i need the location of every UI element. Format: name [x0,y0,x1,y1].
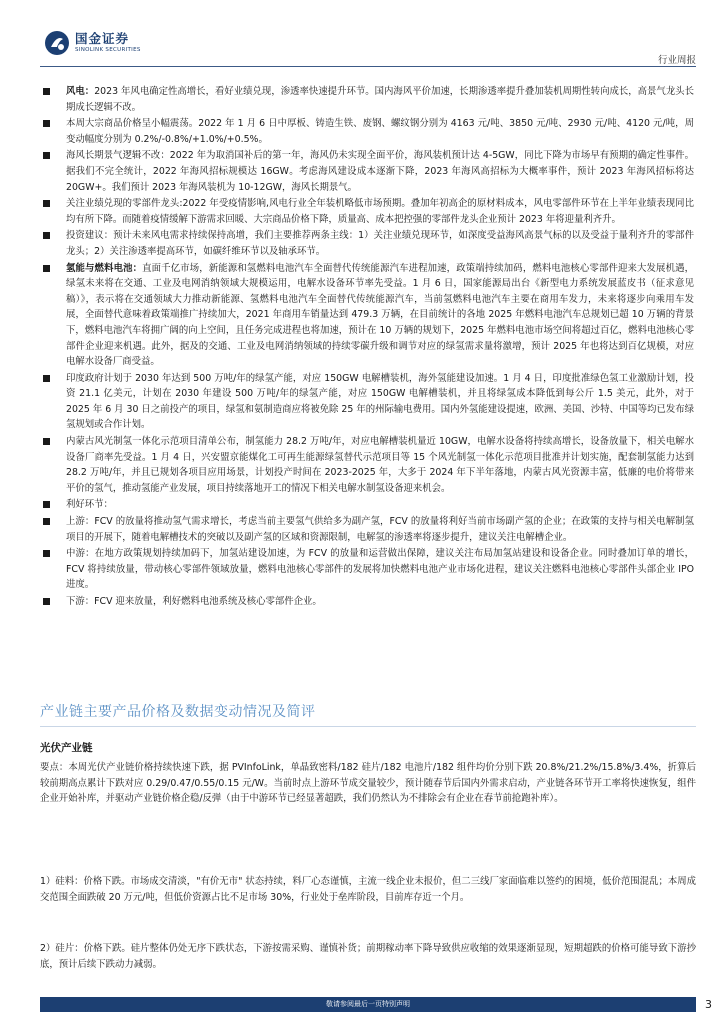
bullet-item [62,261,694,370]
bullet-text: 直面千亿市场，新能源和氢燃料电池汽车全面替代传统能源汽车进程加速，政策端持续加码，燃料电池核心零部件迎来大发展机遇，绿氢未来将在交通、工业及电网消纳领域大规模运用，电解水设备环节率先受益。1 月 6 日，国家能源局出台《新型电力系统发展蓝皮书（征求意见稿）》，表示将在交通领域大力推动新能源、氢燃料电池汽车全面替代传统能源汽车，当前氢燃料电池汽车主要在商用车发力，未来将逐步向乘用车发展，全面替代意味着政策端推广持续加大，2021 年商用车销量达到 479.3 万辆，在目前统计的各地 2025 年燃料电池汽车总规划已超 10 万辆的背景下，燃料电池汽车将拥广阔的向上空间，且任务完成进程也将加速，预计在 10 万辆的规划下，2025 年燃料电池市场空间将超过百亿，燃料电池核心零部件企业迎来机遇。此外，据及的交通、工业及电网消纳领域的持续零碳升级和调节对应的绿氢需求量将激增，预计 2025 年也将达到百亿规模，对应电解水设备厂商受益。 [66,262,694,368]
bullet-item [62,514,694,545]
bullet-square-icon [43,438,50,445]
bullet-square-icon [43,518,50,525]
sub-title: 光伏产业链 [40,742,93,754]
bullet-square-icon [43,375,50,382]
logo-icon [44,30,70,56]
bullet-text: 本周大宗商品价格呈小幅震荡。2022 年 1 月 6 日中厚板、铸造生铁、废钢、螺纹钢分别为 4163 元/吨、3850 元/吨、2930 元/吨、4120 元/吨，周变动幅度分别为 0.2%/-0.8%/+1.0%/+0.5%。 [66,118,694,145]
bullet-item [62,497,694,513]
bullet-item [62,371,694,433]
bullet-square-icon [43,598,50,605]
bullet-square-icon [43,265,50,272]
bullet-text: 海风长期景气逻辑不改：2022 年为取消国补后的第一年，海风仍未实现全面平价，海风装机预计达 4-5GW，同比下降为市场早有预期的确定性事件。据我们不完全统计，2022 年海风招标规模达 16GW。考虑海风建设成本逐渐下降，2023 年海风高招标为大概率事件，预计 2023 年海风招标将达 20GW+。我们预计 2023 年海风装机为 10-12GW，海风长期景气。 [66,150,694,193]
bullet-item [62,228,694,259]
section-title: 产业链主要产品价格及数据变动情况及简评 [40,704,316,720]
bullet-square-icon [43,120,50,127]
bullet-text: 利好环节： [66,499,113,511]
bullet-text: 中游：在地方政策规划持续加码下，加氢站建设加速，为 FCV 的放量和运营做出保障，建议关注布局加氢站建设和设备企业。同时叠加订单的增长，FCV 将持续放量，带动核心零部件领域放量，燃料电池核心零部件的发展将加快燃料电池产业市场化进程，建议关注燃料电池核心零部件头部企业 IPO 进度。 [66,548,694,591]
bullet-text: 关注业绩兑现的零部件龙头:2022 年受疫情影响,风电行业全年装机略低市场预期。叠加年初高企的原材料成本，风电零部件环节在上半年业绩表现同比均有所下降。而随着疫情缓解下游需求回暖、大宗商品价格下降，质量高、成本把控强的零部件龙头企业预计 2023 年将迎量利齐升。 [66,198,694,225]
bullet-square-icon [43,88,50,95]
bullet-text: 2023 年风电确定性高增长，看好业绩兑现，渗透率快速提升环节。国内海风平价加速，长期渗透率提升叠加装机周期性转向成长，高景气龙头长期成长逻辑不改。 [66,86,694,113]
bullet-item [62,434,694,496]
logo-cn: 国金证券 [75,31,130,46]
bullet-item [62,148,694,195]
paragraph: 1）硅料：价格下跌。市场成交清淡，"有价无市" 状态持续，料厂心态谨慎，主流一线企业未报价，但二三线厂家面临难以签约的困境，低价范围混乱；本周成交范围全面跌破 20 万元/吨，但低价资源占比不足市场 30%，行业处于垒库阶段，目前库存近一个月。 [40,876,696,903]
bullet-square-icon [43,501,50,508]
header-divider [40,66,696,67]
bullet-item [62,84,694,115]
bullet-item [62,594,694,610]
bullet-square-icon [43,152,50,159]
bullet-item [62,196,694,227]
bullet-text: 印度政府计划于 2030 年达到 500 万吨/年的绿氢产能，对应 150GW 电解槽装机，海外氢能建设加速。1 月 4 日，印度批准绿色氢工业激励计划，投资 21.1 亿美元，计划在 2030 年建设 500 万吨/年的绿氢产能，对应 150GW 电解槽装机，并且将绿氢成本降低到每公斤 1.5 美元，此外，对于 2025 年 6 月 30 日之前投产的项目，绿氢和氨制造商应将被免除 25 年的州际输电费用。国内外氢能建设提速，欧洲、美国、沙特、中国等均已发布绿氢规划或合作计划。 [66,372,694,431]
page-number: 3 [705,998,712,1011]
paragraph: 要点：本周光伏产业链价格持续快速下跌，据 PVInfoLink，单晶致密料/182 硅片/182 电池片/182 组件均价分别下跌 20.8%/21.2%/15.8%/3.4%，折算后较前期高点累计下跌对应 0.29/0.47/0.55/0.15 元/W。当前时点上游环节成交量较少，预计随春节后国内外需求启动，产业链各环节开工率将快速恢复，组件企业开始补库，并驱动产业链价格企稳/反弹（由于中游环节已经显著超跌，我们仍然认为不排除会有企业在春节前抢跑补库）。 [40,762,696,805]
footer-bar [40,997,696,1012]
bullet-text: 投资建议：预计未来风电需求持续保持高增，我们主要推荐两条主线：1）关注业绩兑现环节，如深度受益海风高景气标的以及受益于量利齐升的零部件龙头；2）关注渗透率提高环节，如碳纤维环节以及轴承环节。 [66,230,694,257]
bullet-heading: 氢能与燃料电池： [66,262,143,274]
bullet-item [62,546,694,593]
footer-disclaimer: 敬请参阅最后一页特别声明 [326,1000,410,1008]
bullet-text: 内蒙古风光制氢一体化示范项目清单公布，制氢能力 28.2 万吨/年，对应电解槽装机量近 10GW，电解水设备将持续高增长，设备放量下，相关电解水设备厂商率先受益。1 月 4 日，兴安盟京能煤化工可再生能源绿氢替代示范项目等 15 个风光制氢一体化示范项目批准并计划实施，配套制氢能力达到 28.2 万吨/年，并且已规划各项目应用场景，计划投产时间在 2023-2025 年，大多于 2024 年下半年落地，内蒙古风光资源丰富，低廉的电价将带来平价的氢气，推动氢能产业发展，项目持续落地开工的情况下相关电解水制氢设备迎来机会。 [66,436,694,494]
page-header [0,0,724,68]
bullet-item [62,116,694,147]
bullet-text: 上游：FCV 的放量将推动氢气需求增长，考虑当前主要氢气供给多为副产氢，FCV 的放量将利好当前市场副产氢的企业；在政策的支持与相关电解制氢项目的开展下，随着电解槽技术的突破以及副产氢的区域和资源限制，电解氢的渗透率将逐步提升，建议关注电解槽企业。 [66,516,694,543]
bullet-text: 下游：FCV 迎来放量，利好燃料电池系统及核心零部件企业。 [66,596,322,607]
bullet-square-icon [43,232,50,239]
company-logo [44,30,141,56]
section-divider [40,726,696,727]
logo-en: SINOLINK SECURITIES [75,46,141,53]
report-type: 行业周报 [657,55,696,66]
bullet-heading: 风电： [66,86,95,97]
bullet-square-icon [43,550,50,557]
paragraph: 2）硅片：价格下跌。硅片整体仍处无序下跌状态，下游按需采购、谨慎补货；前期稼动率下降导致供应收缩的效果逐渐显现，短期超跌的价格可能导致下游抄底，预计后续下跌动力减弱。 [40,943,696,970]
bullet-square-icon [43,200,50,207]
bullet-list [62,84,694,611]
